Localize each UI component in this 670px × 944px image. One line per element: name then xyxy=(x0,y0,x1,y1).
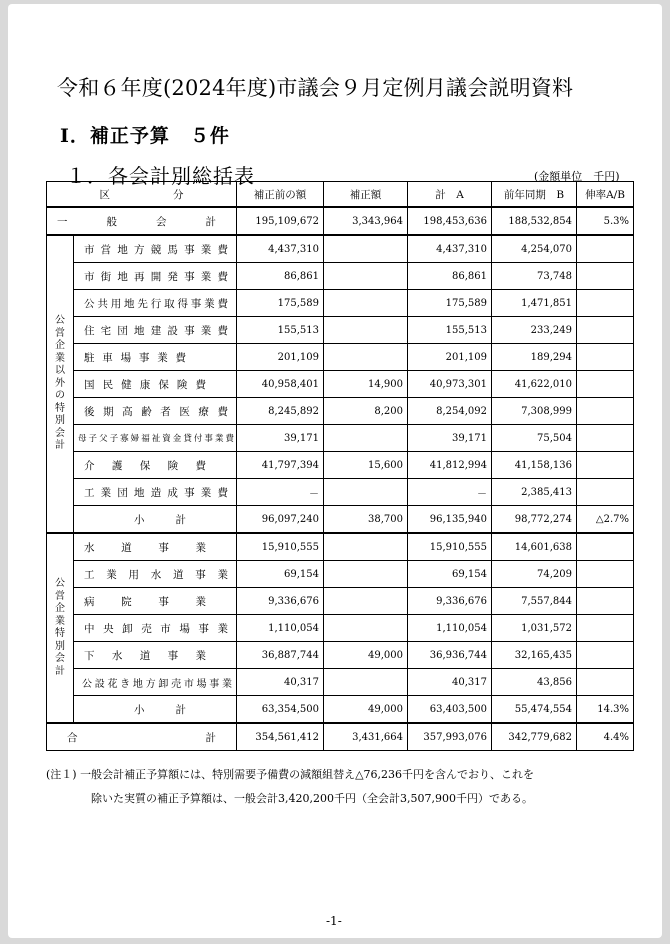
header-prev: 前年同期 B xyxy=(492,182,577,208)
row-name: 駐車場事業費 xyxy=(74,344,237,371)
row-name: 市街地再開発事業費 xyxy=(74,263,237,290)
table-row xyxy=(47,479,634,506)
grand-total-row xyxy=(47,723,634,751)
row-total: － xyxy=(408,479,492,506)
grand-total-before: 354,561,412 xyxy=(237,723,324,751)
row-rate xyxy=(577,479,634,506)
subtotal-row xyxy=(47,506,634,534)
row-total: 40,973,301 xyxy=(408,371,492,398)
grand-total-prev: 342,779,682 xyxy=(492,723,577,751)
row-amount xyxy=(324,533,408,561)
row-rate xyxy=(577,425,634,452)
row-name: 下水道事業 xyxy=(74,642,237,669)
row-total: 1,110,054 xyxy=(408,615,492,642)
row-prev: 43,856 xyxy=(492,669,577,696)
table-row xyxy=(47,669,634,696)
row-rate xyxy=(577,533,634,561)
row-prev: 1,031,572 xyxy=(492,615,577,642)
general-prev: 188,532,854 xyxy=(492,207,577,235)
row-prev: 75,504 xyxy=(492,425,577,452)
row-rate xyxy=(577,669,634,696)
general-account-row xyxy=(47,207,634,235)
row-name: 病院事業 xyxy=(74,588,237,615)
row-prev: 73,748 xyxy=(492,263,577,290)
row-amount xyxy=(324,425,408,452)
row-before: 15,910,555 xyxy=(237,533,324,561)
row-before: 201,109 xyxy=(237,344,324,371)
row-before: 69,154 xyxy=(237,561,324,588)
row-name: 公共用地先行取得事業費 xyxy=(74,290,237,317)
subsection-heading: １．各会計別総括表 xyxy=(66,164,255,188)
section-heading: Ⅰ．補正予算 ５件 xyxy=(60,125,230,147)
general-rate: 5.3% xyxy=(577,207,634,235)
table-row xyxy=(47,452,634,479)
document-title: 令和６年度(2024年度)市議会９月定例月議会説明資料 xyxy=(57,76,574,100)
row-amount xyxy=(324,479,408,506)
row-amount xyxy=(324,588,408,615)
row-total: 155,513 xyxy=(408,317,492,344)
row-name: 介護保険費 xyxy=(74,452,237,479)
row-name: 母子父子寡婦福祉資金貸付事業費 xyxy=(74,425,237,452)
row-amount xyxy=(324,290,408,317)
grand-total-rate: 4.4% xyxy=(577,723,634,751)
row-rate xyxy=(577,290,634,317)
row-total: 15,910,555 xyxy=(408,533,492,561)
subtotal-before: 63,354,500 xyxy=(237,696,324,724)
footnote-line-1: (注１) 一般会計補正予算額には、特別需要予備費の減額組替え△76,236千円を含んでおり、これを xyxy=(46,768,535,781)
row-prev: 74,209 xyxy=(492,561,577,588)
subtotal-prev: 98,772,274 xyxy=(492,506,577,534)
table-row xyxy=(47,533,634,561)
subtotal-rate: △2.7% xyxy=(577,506,634,534)
row-before: 155,513 xyxy=(237,317,324,344)
row-name: 水道事業 xyxy=(74,533,237,561)
row-rate xyxy=(577,398,634,425)
subtotal-prev: 55,474,554 xyxy=(492,696,577,724)
table-row xyxy=(47,344,634,371)
row-prev: 1,471,851 xyxy=(492,290,577,317)
row-prev: 189,294 xyxy=(492,344,577,371)
row-name: 市営地方競馬事業費 xyxy=(74,235,237,263)
row-name: 国民健康保険費 xyxy=(74,371,237,398)
row-rate xyxy=(577,561,634,588)
budget-summary-table xyxy=(46,181,634,751)
row-before: 36,887,744 xyxy=(237,642,324,669)
row-total: 175,589 xyxy=(408,290,492,317)
row-total: 41,812,994 xyxy=(408,452,492,479)
table-row xyxy=(47,425,634,452)
subtotal-amount: 49,000 xyxy=(324,696,408,724)
table-row xyxy=(47,290,634,317)
row-prev: 14,601,638 xyxy=(492,533,577,561)
general-amount: 3,343,964 xyxy=(324,207,408,235)
row-total: 86,861 xyxy=(408,263,492,290)
row-before: 8,245,892 xyxy=(237,398,324,425)
row-before: 175,589 xyxy=(237,290,324,317)
row-prev: 41,622,010 xyxy=(492,371,577,398)
row-name: 工業団地造成事業費 xyxy=(74,479,237,506)
row-before: 39,171 xyxy=(237,425,324,452)
row-before: 86,861 xyxy=(237,263,324,290)
row-amount xyxy=(324,669,408,696)
unit-label: (金額単位 千円) xyxy=(534,170,620,183)
page-number: -1- xyxy=(326,914,342,928)
row-before: 4,437,310 xyxy=(237,235,324,263)
header-before: 補正前の額 xyxy=(237,182,324,208)
row-before: 40,958,401 xyxy=(237,371,324,398)
row-amount: 15,600 xyxy=(324,452,408,479)
group2-label: 公 営 企 業 特 別 会 計 xyxy=(47,533,74,723)
table-row xyxy=(47,235,634,263)
row-rate xyxy=(577,371,634,398)
header-total: 計 A xyxy=(408,182,492,208)
row-total: 69,154 xyxy=(408,561,492,588)
row-amount xyxy=(324,235,408,263)
row-amount xyxy=(324,317,408,344)
subtotal-rate: 14.3% xyxy=(577,696,634,724)
row-rate xyxy=(577,615,634,642)
row-rate xyxy=(577,452,634,479)
subtotal-before: 96,097,240 xyxy=(237,506,324,534)
row-prev: 7,308,999 xyxy=(492,398,577,425)
general-before: 195,109,672 xyxy=(237,207,324,235)
row-name: 公設花き地方卸売市場事業 xyxy=(74,669,237,696)
table-row xyxy=(47,588,634,615)
row-prev: 233,249 xyxy=(492,317,577,344)
subtotal-total: 63,403,500 xyxy=(408,696,492,724)
row-amount xyxy=(324,615,408,642)
row-rate xyxy=(577,588,634,615)
row-name: 工業用水道事業 xyxy=(74,561,237,588)
grand-total-amount: 3,431,664 xyxy=(324,723,408,751)
row-before: 40,317 xyxy=(237,669,324,696)
row-prev: 4,254,070 xyxy=(492,235,577,263)
table-row xyxy=(47,317,634,344)
row-amount xyxy=(324,344,408,371)
row-amount: 8,200 xyxy=(324,398,408,425)
row-rate xyxy=(577,235,634,263)
table-header-row xyxy=(47,182,634,208)
table-row xyxy=(47,263,634,290)
general-total: 198,453,636 xyxy=(408,207,492,235)
subtotal-label: 小 計 xyxy=(74,506,237,534)
row-name: 住宅団地建設事業費 xyxy=(74,317,237,344)
row-before: 9,336,676 xyxy=(237,588,324,615)
header-category: 区 分 xyxy=(47,182,237,208)
row-amount: 49,000 xyxy=(324,642,408,669)
subtotal-total: 96,135,940 xyxy=(408,506,492,534)
subtotal-label: 小 計 xyxy=(74,696,237,724)
table-row xyxy=(47,371,634,398)
row-total: 40,317 xyxy=(408,669,492,696)
row-name: 後期高齢者医療費 xyxy=(74,398,237,425)
general-label: 一 般 会 計 xyxy=(47,207,237,235)
subtotal-row xyxy=(47,696,634,724)
header-amount: 補正額 xyxy=(324,182,408,208)
row-amount: 14,900 xyxy=(324,371,408,398)
row-total: 8,254,092 xyxy=(408,398,492,425)
row-rate xyxy=(577,263,634,290)
row-amount xyxy=(324,263,408,290)
row-total: 201,109 xyxy=(408,344,492,371)
row-total: 9,336,676 xyxy=(408,588,492,615)
row-rate xyxy=(577,317,634,344)
row-before: 41,797,394 xyxy=(237,452,324,479)
table-row xyxy=(47,615,634,642)
footnote-line-2: 除いた実質の補正予算額は、一般会計3,420,200千円（全会計3,507,900千円）である。 xyxy=(91,792,533,805)
row-prev: 7,557,844 xyxy=(492,588,577,615)
table-row xyxy=(47,398,634,425)
row-total: 36,936,744 xyxy=(408,642,492,669)
row-total: 39,171 xyxy=(408,425,492,452)
row-amount xyxy=(324,561,408,588)
row-before: 1,110,054 xyxy=(237,615,324,642)
group1-label: 公 営 企 業 以 外 の 特 別 会 計 xyxy=(47,235,74,533)
row-total: 4,437,310 xyxy=(408,235,492,263)
row-prev: 32,165,435 xyxy=(492,642,577,669)
table-row xyxy=(47,642,634,669)
row-rate xyxy=(577,344,634,371)
grand-total-total: 357,993,076 xyxy=(408,723,492,751)
row-rate xyxy=(577,642,634,669)
grand-total-label: 合 計 xyxy=(47,723,237,751)
row-before: － xyxy=(237,479,324,506)
row-prev: 2,385,413 xyxy=(492,479,577,506)
row-name: 中央卸売市場事業 xyxy=(74,615,237,642)
row-prev: 41,158,136 xyxy=(492,452,577,479)
table-row xyxy=(47,561,634,588)
header-rate: 伸率A/B xyxy=(577,182,634,208)
subtotal-amount: 38,700 xyxy=(324,506,408,534)
